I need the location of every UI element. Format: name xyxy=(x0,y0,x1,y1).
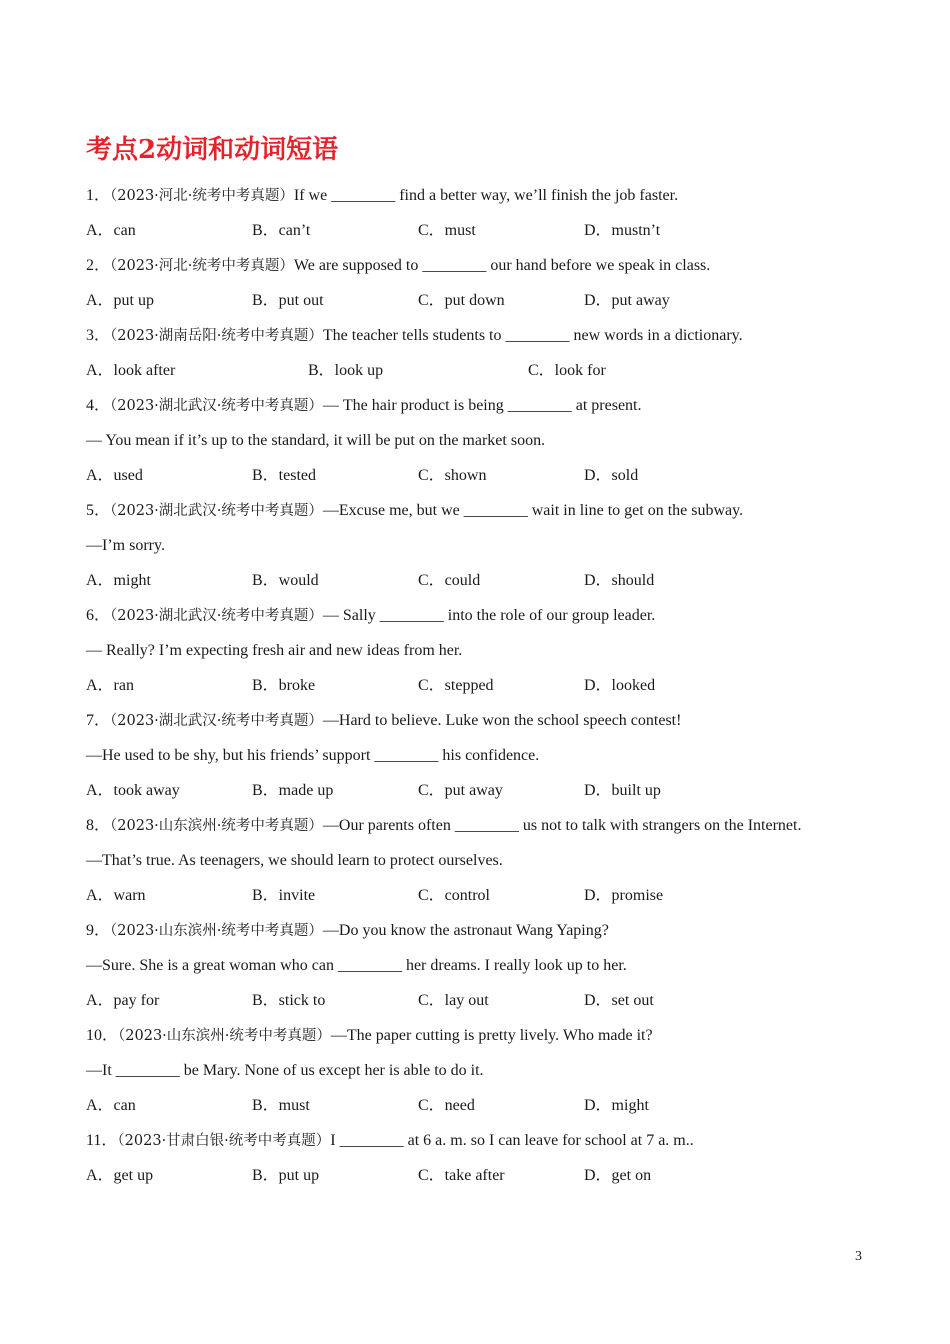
answer-option[interactable]: D．get on xyxy=(584,1167,652,1184)
question-number: 11． xyxy=(86,1132,118,1149)
question-number: 1． xyxy=(86,187,111,204)
answer-option[interactable]: D．set out xyxy=(584,992,654,1009)
options-row xyxy=(86,1094,886,1118)
question-number: 4． xyxy=(86,397,111,414)
answer-option[interactable]: A．put up xyxy=(86,292,155,309)
question-number: 10． xyxy=(86,1027,119,1044)
options-row xyxy=(86,884,886,908)
question-stem xyxy=(86,394,641,418)
question-stem xyxy=(86,324,743,348)
answer-option[interactable]: C．lay out xyxy=(418,992,489,1009)
answer-option[interactable]: B．broke xyxy=(252,677,316,694)
question-text: —Our parents often ________ us not to talk with strangers on the Internet. xyxy=(322,817,802,834)
options-row xyxy=(86,359,886,383)
answer-option[interactable]: D．promise xyxy=(584,887,664,904)
answer-option[interactable]: D．sold xyxy=(584,467,639,484)
answer-option[interactable]: A．warn xyxy=(86,887,146,904)
question-stem xyxy=(86,184,678,208)
answer-option[interactable]: B．put out xyxy=(252,292,324,309)
options-row xyxy=(86,674,886,698)
question-source: （2023·湖北武汉·统考中考真题） xyxy=(110,503,323,519)
question-source: （2023·山东滨州·统考中考真题） xyxy=(110,818,323,834)
answer-option[interactable]: B．would xyxy=(252,572,319,589)
question-text: —Excuse me, but we ________ wait in line to get on the subway. xyxy=(322,502,744,519)
answer-option[interactable]: C．put away xyxy=(418,782,503,799)
question-stem xyxy=(86,709,681,733)
question-dialogue-line: —I’m sorry. xyxy=(86,537,165,554)
question-stem xyxy=(86,604,655,628)
answer-option[interactable]: D．mustn’t xyxy=(584,222,661,239)
answer-option[interactable]: C．control xyxy=(418,887,490,904)
question-text: The teacher tells students to ________ new words in a dictionary. xyxy=(322,327,743,344)
question-number: 6． xyxy=(86,607,111,624)
answer-option[interactable]: D．might xyxy=(584,1097,649,1114)
question-stem xyxy=(86,254,710,278)
answer-option[interactable]: C．must xyxy=(418,222,476,239)
question-source: （2023·湖北武汉·统考中考真题） xyxy=(110,398,323,414)
options-row xyxy=(86,219,886,243)
question-dialogue-line: —Sure. She is a great woman who can ________ her dreams. I really look up to her. xyxy=(86,957,627,974)
question-text: I ________ at 6 a. m. so I can leave for school at 7 a. m.. xyxy=(330,1132,694,1149)
answer-option[interactable]: B．must xyxy=(252,1097,310,1114)
options-row xyxy=(86,989,886,1013)
answer-option[interactable]: D．looked xyxy=(584,677,656,694)
question-text: We are supposed to ________ our hand before we speak in class. xyxy=(293,257,711,274)
question-stem xyxy=(86,919,609,943)
question-number: 3． xyxy=(86,327,111,344)
answer-option[interactable]: B．tested xyxy=(252,467,316,484)
answer-option[interactable]: D．put away xyxy=(584,292,670,309)
question-source: （2023·河北·统考中考真题） xyxy=(110,258,294,274)
answer-option[interactable]: A．pay for xyxy=(86,992,160,1009)
question-dialogue-line: —He used to be shy, but his friends’ support ________ his confidence. xyxy=(86,747,540,764)
page-number: 3 xyxy=(855,1249,862,1264)
options-row xyxy=(86,1164,886,1188)
answer-option[interactable]: C．could xyxy=(418,572,481,589)
question-text: —Hard to believe. Luke won the school speech contest! xyxy=(322,712,682,729)
answer-option[interactable]: D．built up xyxy=(584,782,661,799)
answer-option[interactable]: A．ran xyxy=(86,677,134,694)
answer-option[interactable]: A．get up xyxy=(86,1167,154,1184)
question-number: 2． xyxy=(86,257,111,274)
question-stem xyxy=(86,1024,653,1048)
answer-option[interactable]: A．might xyxy=(86,572,151,589)
answer-option[interactable]: A．look after xyxy=(86,362,176,379)
answer-option[interactable]: B．can’t xyxy=(252,222,311,239)
question-dialogue-line: — Really? I’m expecting fresh air and new ideas from her. xyxy=(86,642,463,659)
answer-option[interactable]: B．invite xyxy=(252,887,316,904)
question-stem xyxy=(86,499,743,523)
question-text: —Do you know the astronaut Wang Yaping? xyxy=(322,922,609,939)
answer-option[interactable]: A．can xyxy=(86,222,136,239)
answer-option[interactable]: C．put down xyxy=(418,292,505,309)
question-dialogue-line: — You mean if it’s up to the standard, it will be put on the market soon. xyxy=(86,432,546,449)
answer-option[interactable]: B．put up xyxy=(252,1167,320,1184)
question-number: 8． xyxy=(86,817,111,834)
section-title: 考点2动词和动词短语 xyxy=(86,135,339,165)
answer-option[interactable]: A．can xyxy=(86,1097,136,1114)
question-number: 7． xyxy=(86,712,111,729)
answer-option[interactable]: B．made up xyxy=(252,782,334,799)
question-source: （2023·山东滨州·统考中考真题） xyxy=(110,923,323,939)
answer-option[interactable]: B．stick to xyxy=(252,992,326,1009)
question-text: —The paper cutting is pretty lively. Who made it? xyxy=(330,1027,653,1044)
answer-option[interactable]: C．need xyxy=(418,1097,475,1114)
answer-option[interactable]: C．look for xyxy=(528,362,606,379)
question-source: （2023·河北·统考中考真题） xyxy=(110,188,294,204)
question-stem xyxy=(86,814,801,838)
question-dialogue-line: —It ________ be Mary. None of us except her is able to do it. xyxy=(86,1062,484,1079)
question-source: （2023·湖北武汉·统考中考真题） xyxy=(110,608,323,624)
question-number: 9． xyxy=(86,922,111,939)
question-source: （2023·山东滨州·统考中考真题） xyxy=(118,1028,331,1044)
answer-option[interactable]: A．took away xyxy=(86,782,180,799)
question-text: — The hair product is being ________ at present. xyxy=(322,397,642,414)
answer-option[interactable]: A．used xyxy=(86,467,143,484)
question-source: （2023·湖北武汉·统考中考真题） xyxy=(110,713,323,729)
options-row xyxy=(86,289,886,313)
options-row xyxy=(86,569,886,593)
answer-option[interactable]: C．shown xyxy=(418,467,487,484)
options-row xyxy=(86,779,886,803)
answer-option[interactable]: B．look up xyxy=(308,362,384,379)
question-number: 5． xyxy=(86,502,111,519)
question-source: （2023·湖南岳阳·统考中考真题） xyxy=(110,328,323,344)
answer-option[interactable]: D．should xyxy=(584,572,655,589)
question-text: — Sally ________ into the role of our group leader. xyxy=(322,607,656,624)
answer-option[interactable]: C．stepped xyxy=(418,677,494,694)
question-stem xyxy=(86,1129,694,1153)
options-row xyxy=(86,464,886,488)
question-text: If we ________ find a better way, we’ll finish the job faster. xyxy=(293,187,679,204)
question-source: （2023·甘肃白银·统考中考真题） xyxy=(117,1133,331,1149)
question-dialogue-line: —That’s true. As teenagers, we should learn to protect ourselves. xyxy=(86,852,503,869)
answer-option[interactable]: C．take after xyxy=(418,1167,505,1184)
